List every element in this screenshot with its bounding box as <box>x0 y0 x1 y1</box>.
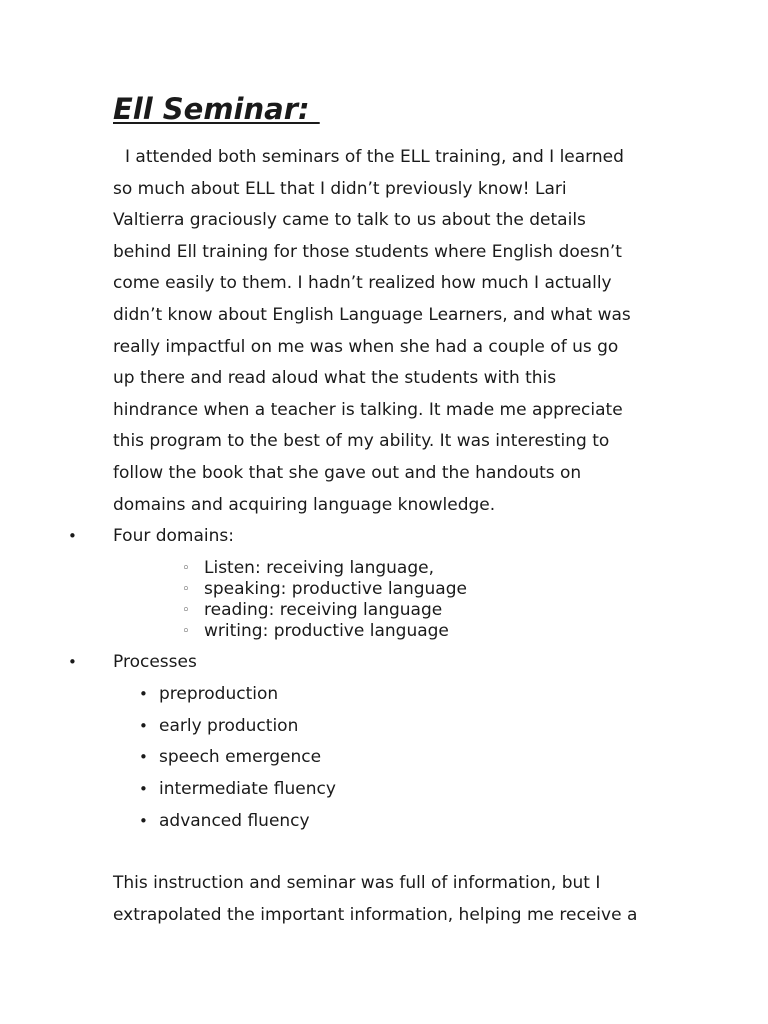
process-item-text: early production <box>159 715 299 736</box>
circle-bullet-icon: ◦ <box>182 603 190 618</box>
paragraph-line: domains and acquiring language knowledge. <box>113 494 496 515</box>
process-item-text: preproduction <box>159 684 279 704</box>
bullet-icon: • <box>139 780 148 799</box>
paragraph-line: come easily to them. I hadn’t realized how much I actually <box>113 273 612 294</box>
paragraph-line: This instruction and seminar was full of information, but I <box>113 873 601 893</box>
domain-item-text: speaking: productive language <box>204 579 467 599</box>
domain-item-text: reading: receiving language <box>204 600 443 620</box>
domain-item-text: Listen: receiving language, <box>204 558 434 578</box>
processes-heading: Processes <box>113 652 197 672</box>
paragraph-line: this program to the best of my ability. It was interesting to <box>113 431 610 452</box>
paragraph-line: so much about ELL that I didn’t previously know! Lari <box>113 178 567 199</box>
domain-item-text: writing: productive language <box>204 621 449 641</box>
circle-bullet-icon: ◦ <box>182 624 190 639</box>
circle-bullet-icon: ◦ <box>182 582 190 597</box>
paragraph-line: hindrance when a teacher is talking. It made me appreciate <box>113 399 623 420</box>
domains-heading: Four domains: <box>113 526 234 546</box>
paragraph-line: really impactful on me was when she had a couple of us go <box>113 336 619 357</box>
bullet-icon: • <box>139 811 148 830</box>
circle-bullet-icon: ◦ <box>182 561 190 576</box>
bullet-icon: • <box>68 653 77 671</box>
paragraph-line: follow the book that she gave out and the handouts on <box>113 462 582 483</box>
paragraph-line: up there and read aloud what the students with this <box>113 368 557 389</box>
document-title: Ell Seminar: <box>113 92 320 126</box>
closing-paragraph <box>113 868 673 931</box>
bullet-icon: • <box>68 527 77 545</box>
bullet-icon: • <box>139 685 148 703</box>
paragraph-line: didn’t know about English Language Learners, and what was <box>113 304 631 325</box>
paragraph-line: Valtierra graciously came to talk to us about the details <box>113 210 586 231</box>
paragraph-line: behind Ell training for those students where English doesn’t <box>113 241 622 262</box>
paragraph-line: extrapolated the important information, helping me receive a <box>113 904 638 925</box>
process-item-text: intermediate fluency <box>159 779 336 800</box>
process-item-text: speech emergence <box>159 747 322 768</box>
paragraph-line: I attended both seminars of the ELL training, and I learned <box>125 147 624 167</box>
bullet-icon: • <box>139 716 148 735</box>
intro-paragraph <box>113 142 673 521</box>
process-item-text: advanced fluency <box>159 810 310 831</box>
bullet-icon: • <box>139 748 148 767</box>
